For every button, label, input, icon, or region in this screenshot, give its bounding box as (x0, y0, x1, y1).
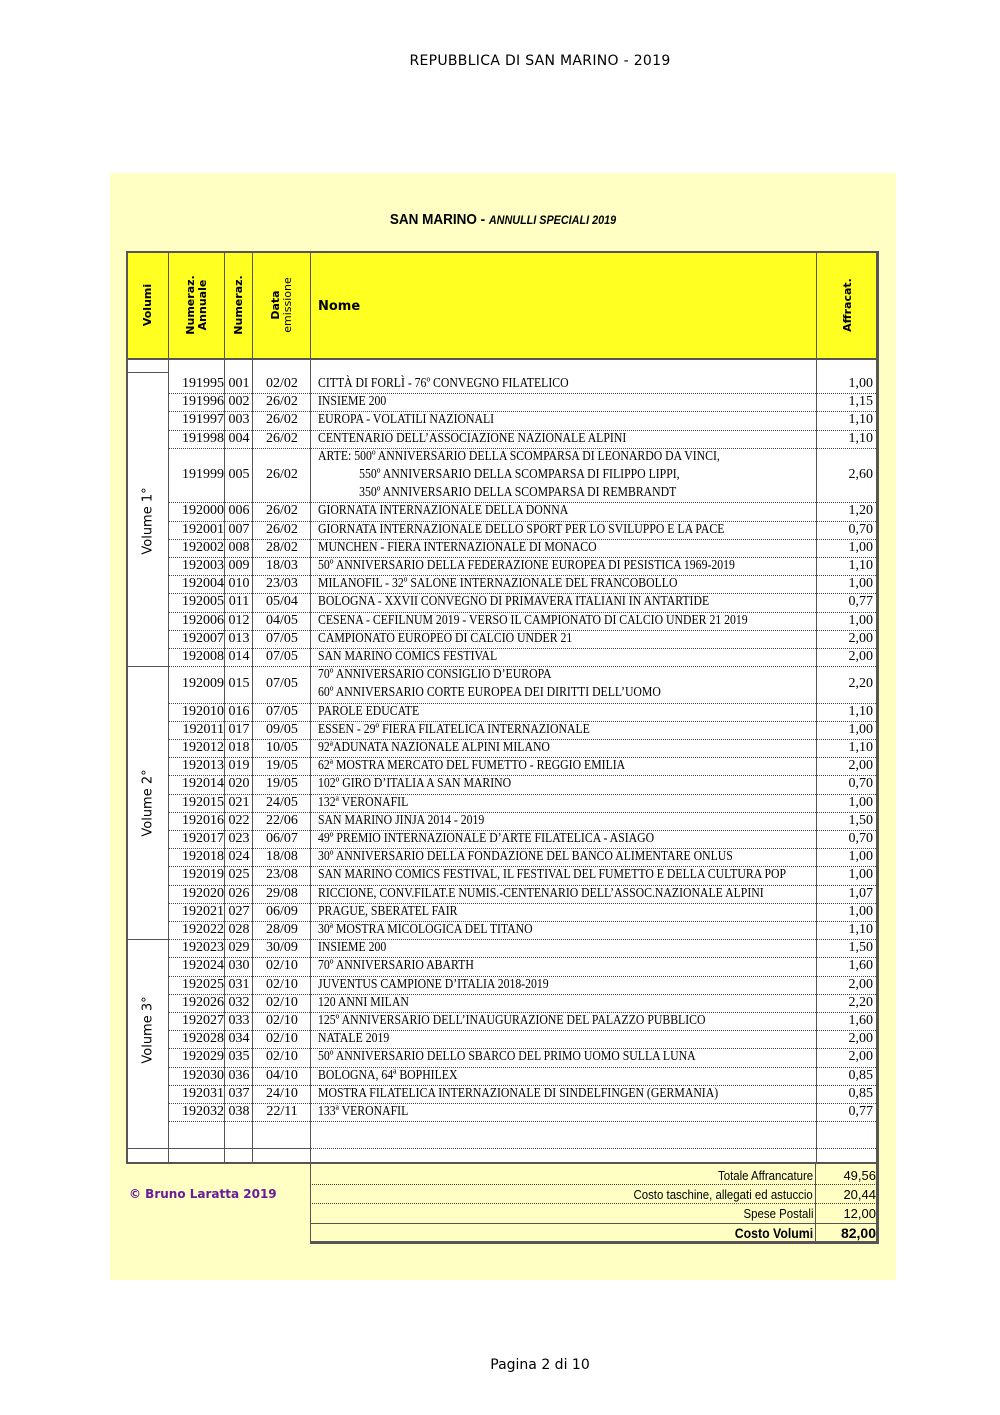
row-date: 07/05 (266, 676, 298, 692)
col-head-numeraz-annuale-l1: Numeraz. (184, 275, 197, 335)
row-nome: EUROPA - VOLATILI NAZIONALI (318, 412, 495, 428)
volume-label: Volume 2° (140, 769, 156, 837)
row-affracat: 1,07 (848, 885, 873, 901)
table-row (168, 866, 876, 885)
row-affracat: 0,77 (848, 1104, 873, 1120)
grand-total-row (310, 1223, 879, 1244)
row-affracat: 2,00 (848, 630, 873, 646)
volume-label: Volume 1° (140, 486, 156, 555)
volume-separator (128, 1148, 311, 1149)
row-date: 04/10 (266, 1067, 298, 1083)
row-nome: SAN MARINO COMICS FESTIVAL, IL FESTIVAL DEL FUMETTO E DELLA CULTURA POP (318, 867, 787, 883)
row-affracat: 1,00 (848, 867, 873, 883)
table-row (168, 976, 876, 995)
table-row (168, 957, 876, 976)
col-head-numeraz-annuale-l2: Annuale (196, 279, 209, 331)
row-nome: 30ª MOSTRA MICOLOGICA DEL TITANO (318, 922, 533, 938)
row-date: 26/02 (266, 394, 298, 410)
row-date: 24/05 (266, 794, 298, 810)
row-numeraz: 016 (228, 703, 250, 719)
row-numeraz: 032 (228, 994, 250, 1010)
row-date: 23/03 (266, 576, 298, 592)
table-row (168, 703, 876, 722)
table-row (168, 921, 876, 940)
row-date: 07/05 (266, 630, 298, 646)
row-date: 19/05 (266, 758, 298, 774)
table-row (168, 1067, 876, 1086)
row-numeraz: 022 (228, 812, 250, 828)
grand-total-label: Costo Volumi (734, 1225, 813, 1241)
row-nome: 92ªADUNATA NAZIONALE ALPINI MILANO (318, 740, 550, 756)
row-numeraz-annuale: 192022 (182, 922, 224, 938)
table-row (168, 757, 876, 776)
row-date: 22/11 (266, 1104, 298, 1120)
row-date: 10/05 (266, 740, 298, 756)
table-row (168, 848, 876, 867)
grand-total (310, 1224, 879, 1242)
row-numeraz: 006 (228, 503, 250, 519)
volume-label: Volume 3° (140, 996, 156, 1064)
row-date: 18/03 (266, 558, 298, 574)
row-numeraz: 030 (228, 958, 250, 974)
col-head-numeraz-annuale (185, 275, 209, 334)
row-nome-line: 350º ANNIVERSARIO DELLA SCOMPARSA DI REMBRANDT (359, 484, 677, 500)
col-head-data (270, 277, 294, 333)
row-numeraz: 005 (228, 467, 250, 483)
row-affracat: 1,10 (848, 740, 873, 756)
row-affracat: 1,60 (848, 958, 873, 974)
row-affracat: 1,00 (848, 721, 873, 737)
row-numeraz: 031 (228, 976, 250, 992)
row-numeraz: 028 (228, 922, 250, 938)
row-date: 24/10 (266, 1085, 298, 1101)
row-numeraz-annuale: 191995 (182, 376, 224, 392)
row-numeraz: 019 (228, 758, 250, 774)
table-row (168, 393, 876, 412)
row-numeraz-annuale: 192031 (182, 1085, 224, 1101)
row-nome: SAN MARINO JINJA 2014 - 2019 (318, 812, 485, 828)
row-nome: 133ª VERONAFIL (318, 1104, 409, 1120)
row-nome: 49º PREMIO INTERNAZIONALE D’ARTE FILATELICA - ASIAGO (318, 831, 655, 847)
row-affracat: 2,60 (848, 467, 873, 483)
row-date: 26/02 (266, 521, 298, 537)
table-header (128, 253, 876, 360)
row-nome: GIORNATA INTERNAZIONALE DELLA DONNA (318, 503, 569, 519)
col-head-data-l2: emissione (281, 277, 294, 333)
table-title (149, 211, 856, 228)
row-affracat: 1,10 (848, 922, 873, 938)
row-numeraz: 014 (228, 649, 250, 665)
row-nome-line: 60º ANNIVERSARIO CORTE EUROPEA DEI DIRITTI DELL’UOMO (318, 685, 661, 701)
table-row (168, 1030, 876, 1049)
grand-total-value: 82,00 (840, 1225, 876, 1241)
row-date: 02/10 (266, 1049, 298, 1065)
row-nome (318, 666, 738, 702)
row-date: 26/02 (266, 467, 298, 483)
row-numeraz-annuale: 192027 (182, 1013, 224, 1029)
row-nome: 132ª VERONAFIL (318, 794, 409, 810)
row-date: 06/07 (266, 831, 298, 847)
table-row (168, 430, 876, 449)
row-date: 05/04 (266, 594, 298, 610)
row-affracat: 0,70 (848, 521, 873, 537)
row-date: 28/09 (266, 922, 298, 938)
row-nome: CITTÀ DI FORLÌ - 76º CONVEGNO FILATELICO (318, 376, 569, 392)
row-date: 26/02 (266, 412, 298, 428)
table-row (168, 375, 876, 394)
row-date: 04/05 (266, 612, 298, 628)
row-numeraz-annuale: 192025 (182, 976, 224, 992)
title-main: SAN MARINO (389, 211, 477, 228)
total-label: Costo taschine, allegati ed astuccio (633, 1186, 813, 1202)
row-numeraz: 017 (228, 721, 250, 737)
row-date: 02/10 (266, 1031, 298, 1047)
row-date: 02/10 (266, 1013, 298, 1029)
row-numeraz-annuale: 192019 (182, 867, 224, 883)
row-affracat: 1,00 (848, 903, 873, 919)
row-affracat: 1,50 (848, 812, 873, 828)
row-nome: BOLOGNA - XXVII CONVEGNO DI PRIMAVERA ITALIANI IN ANTARTIDE (318, 594, 710, 610)
row-numeraz: 034 (228, 1031, 250, 1047)
title-sub: ANNULLI SPECIALI 2019 (488, 213, 617, 227)
row-numeraz: 026 (228, 885, 250, 901)
row-nome: CAMPIONATO EUROPEO DI CALCIO UNDER 21 (318, 630, 573, 646)
row-affracat: 1,15 (848, 394, 873, 410)
row-numeraz: 015 (228, 676, 250, 692)
volume-separator (128, 372, 168, 373)
row-numeraz-annuale: 192026 (182, 994, 224, 1010)
row-date: 28/02 (266, 539, 298, 555)
volume-separator (128, 939, 168, 940)
row-numeraz-annuale: 191998 (182, 430, 224, 446)
row-affracat: 1,10 (848, 703, 873, 719)
table-row (168, 1085, 876, 1104)
table-row (168, 502, 876, 521)
row-numeraz-annuale: 192021 (182, 903, 224, 919)
row-nome-line: 70º ANNIVERSARIO CONSIGLIO D’EUROPA (318, 667, 552, 683)
row-numeraz: 013 (228, 630, 250, 646)
row-numeraz: 012 (228, 612, 250, 628)
row-nome: 120 ANNI MILAN (318, 994, 409, 1010)
row-nome: 125º ANNIVERSARIO DELL’INAUGURAZIONE DEL PALAZZO PUBBLICO (318, 1013, 706, 1029)
table-row (168, 994, 876, 1013)
title-sep: - (476, 211, 489, 228)
total-value: 12,00 (843, 1205, 876, 1221)
row-nome-line: ARTE: 500º ANNIVERSARIO DELLA SCOMPARSA DI LEONARDO DA VINCI, (318, 448, 720, 464)
page-footer: Pagina 2 di 10 (490, 1357, 590, 1373)
row-numeraz: 018 (228, 740, 250, 756)
row-numeraz-annuale: 192012 (182, 740, 224, 756)
row-nome-line: 550º ANNIVERSARIO DELLA SCOMPARSA DI FILIPPO LIPPI, (359, 466, 680, 482)
row-date: 26/02 (266, 430, 298, 446)
total-row (310, 1166, 879, 1185)
row-numeraz: 021 (228, 794, 250, 810)
table-row (168, 630, 876, 649)
table-row (168, 612, 876, 631)
row-numeraz: 035 (228, 1049, 250, 1065)
row-numeraz-annuale: 192006 (182, 612, 224, 628)
row-date: 06/09 (266, 903, 298, 919)
col-head-volumi: Volumi (141, 283, 154, 327)
row-numeraz: 007 (228, 521, 250, 537)
table-row (168, 1103, 876, 1122)
row-numeraz: 037 (228, 1085, 250, 1101)
row-nome: ESSEN - 29º FIERA FILATELICA INTERNAZIONALE (318, 721, 590, 737)
row-affracat: 2,00 (848, 1049, 873, 1065)
row-nome: JUVENTUS CAMPIONE D’ITALIA 2018-2019 (318, 976, 549, 992)
table-row (168, 411, 876, 430)
row-nome: GIORNATA INTERNAZIONALE DELLO SPORT PER LO SVILUPPO E LA PACE (318, 521, 725, 537)
row-affracat: 0,70 (848, 776, 873, 792)
row-date: 02/10 (266, 958, 298, 974)
row-numeraz: 036 (228, 1067, 250, 1083)
row-numeraz-annuale: 192000 (182, 503, 224, 519)
total-value: 20,44 (843, 1186, 876, 1202)
row-affracat: 1,10 (848, 558, 873, 574)
total-row (310, 1204, 879, 1222)
row-date: 02/10 (266, 994, 298, 1010)
row-affracat: 1,00 (848, 539, 873, 555)
row-affracat: 1,60 (848, 1013, 873, 1029)
row-numeraz-annuale: 192018 (182, 849, 224, 865)
row-numeraz-annuale: 192028 (182, 1031, 224, 1047)
row-date: 26/02 (266, 503, 298, 519)
table-row (168, 721, 876, 740)
row-numeraz-annuale: 192029 (182, 1049, 224, 1065)
table-row (168, 812, 876, 831)
row-affracat: 1,00 (848, 612, 873, 628)
row-nome: BOLOGNA, 64ª BOPHILEX (318, 1067, 458, 1083)
row-numeraz-annuale: 192001 (182, 521, 224, 537)
row-numeraz-annuale: 192032 (182, 1104, 224, 1120)
row-date: 30/09 (266, 940, 298, 956)
row-date: 22/06 (266, 812, 298, 828)
row-numeraz: 010 (228, 576, 250, 592)
row-numeraz-annuale: 191999 (182, 467, 224, 483)
row-affracat: 1,00 (848, 376, 873, 392)
row-numeraz: 023 (228, 831, 250, 847)
row-affracat: 2,00 (848, 1031, 873, 1047)
row-numeraz-annuale: 192013 (182, 758, 224, 774)
row-affracat: 1,00 (848, 576, 873, 592)
row-date: 07/05 (266, 703, 298, 719)
row-nome: 102º GIRO D’ITALIA A SAN MARINO (318, 776, 512, 792)
copyright: © Bruno Laratta 2019 (129, 1187, 277, 1201)
table-row (168, 939, 876, 958)
page-header: REPUBBLICA DI SAN MARINO - 2019 (409, 53, 671, 69)
table-row (168, 557, 876, 576)
row-nome: CESENA - CEFILNUM 2019 - VERSO IL CAMPIONATO DI CALCIO UNDER 21 2019 (318, 612, 748, 628)
row-nome: 50º ANNIVERSARIO DELLA FEDERAZIONE EUROPEA DI PESISTICA 1969-2019 (318, 558, 735, 574)
row-numeraz: 024 (228, 849, 250, 865)
row-numeraz-annuale: 192010 (182, 703, 224, 719)
table-row (168, 775, 876, 794)
row-numeraz: 029 (228, 940, 250, 956)
row-numeraz: 008 (228, 539, 250, 555)
row-affracat: 0,85 (848, 1067, 873, 1083)
volume-separator (128, 666, 168, 667)
row-numeraz: 027 (228, 903, 250, 919)
row-nome: 70º ANNIVERSARIO ABARTH (318, 958, 474, 974)
row-date: 07/05 (266, 649, 298, 665)
col-head-data-l1: Data (269, 290, 282, 320)
row-numeraz: 025 (228, 867, 250, 883)
table-row (168, 448, 876, 504)
row-numeraz-annuale: 192005 (182, 594, 224, 610)
row-affracat: 1,20 (848, 503, 873, 519)
stamp-table (126, 251, 879, 1164)
row-numeraz-annuale: 192016 (182, 812, 224, 828)
table-row (168, 1048, 876, 1067)
table-row (168, 648, 876, 667)
row-affracat: 2,00 (848, 976, 873, 992)
row-numeraz: 004 (228, 430, 250, 446)
row-numeraz: 002 (228, 394, 250, 410)
table-row (168, 521, 876, 540)
row-numeraz-annuale: 192011 (182, 721, 224, 737)
row-nome: 62ª MOSTRA MERCATO DEL FUMETTO - REGGIO EMILIA (318, 758, 626, 774)
row-numeraz-annuale: 192007 (182, 630, 224, 646)
row-nome: NATALE 2019 (318, 1031, 390, 1047)
row-nome: 30º ANNIVERSARIO DELLA FONDAZIONE DEL BANCO ALIMENTARE ONLUS (318, 849, 733, 865)
blank-row (168, 1121, 876, 1149)
table-row (168, 593, 876, 612)
table-row (168, 903, 876, 922)
row-numeraz: 011 (228, 594, 250, 610)
row-affracat: 0,77 (848, 594, 873, 610)
row-numeraz-annuale: 192023 (182, 940, 224, 956)
row-affracat: 2,00 (848, 649, 873, 665)
row-numeraz: 033 (228, 1013, 250, 1029)
total-value: 49,56 (843, 1167, 876, 1183)
col-head-affracat: Affracat. (841, 278, 854, 332)
row-affracat: 2,20 (848, 676, 873, 692)
row-nome: 50º ANNIVERSARIO DELLO SBARCO DEL PRIMO UOMO SULLA LUNA (318, 1049, 696, 1065)
row-nome: MOSTRA FILATELICA INTERNAZIONALE DI SINDELFINGEN (GERMANIA) (318, 1085, 719, 1101)
row-numeraz-annuale: 192015 (182, 794, 224, 810)
table-row (168, 885, 876, 904)
row-affracat: 2,00 (848, 758, 873, 774)
row-numeraz-annuale: 192024 (182, 958, 224, 974)
row-numeraz: 003 (228, 412, 250, 428)
row-numeraz-annuale: 191996 (182, 394, 224, 410)
row-nome: SAN MARINO COMICS FESTIVAL (318, 649, 498, 665)
row-nome: RICCIONE, CONV.FILAT.E NUMIS.-CENTENARIO DELL’ASSOC.NAZIONALE ALPINI (318, 885, 764, 901)
row-affracat: 0,85 (848, 1085, 873, 1101)
row-nome: PRAGUE, SBERATEL FAIR (318, 903, 458, 919)
row-numeraz-annuale: 192014 (182, 776, 224, 792)
row-nome: CENTENARIO DELL’ASSOCIAZIONE NAZIONALE ALPINI (318, 430, 627, 446)
row-numeraz-annuale: 192030 (182, 1067, 224, 1083)
row-numeraz-annuale: 192020 (182, 885, 224, 901)
table-row (168, 1012, 876, 1031)
row-nome: INSIEME 200 (318, 394, 387, 410)
row-date: 23/08 (266, 867, 298, 883)
row-affracat: 1,10 (848, 430, 873, 446)
row-numeraz-annuale: 192002 (182, 539, 224, 555)
table-row (168, 666, 876, 703)
row-date: 02/02 (266, 376, 298, 392)
table-row (168, 794, 876, 813)
row-date: 19/05 (266, 776, 298, 792)
row-nome: MILANOFIL - 32º SALONE INTERNAZIONALE DEL FRANCOBOLLO (318, 576, 678, 592)
row-numeraz-annuale: 191997 (182, 412, 224, 428)
row-numeraz-annuale: 192004 (182, 576, 224, 592)
col-head-nome: Nome (318, 299, 361, 314)
row-numeraz-annuale: 192009 (182, 676, 224, 692)
row-affracat: 1,00 (848, 849, 873, 865)
row-numeraz: 020 (228, 776, 250, 792)
row-date: 18/08 (266, 849, 298, 865)
row-numeraz: 009 (228, 558, 250, 574)
row-nome: INSIEME 200 (318, 940, 387, 956)
table-row (168, 539, 876, 558)
total-row (310, 1185, 879, 1204)
row-affracat: 1,10 (848, 412, 873, 428)
row-numeraz-annuale: 192008 (182, 649, 224, 665)
total-label: Totale Affrancature (717, 1167, 813, 1183)
row-date: 09/05 (266, 721, 298, 737)
row-affracat: 0,70 (848, 831, 873, 847)
total-label: Spese Postali (743, 1205, 813, 1221)
table-row (168, 739, 876, 758)
row-affracat: 1,50 (848, 940, 873, 956)
row-numeraz-annuale: 192017 (182, 831, 224, 847)
row-date: 29/08 (266, 885, 298, 901)
row-numeraz: 038 (228, 1104, 250, 1120)
row-nome (318, 448, 738, 503)
table-row (168, 575, 876, 594)
table-row (168, 830, 876, 849)
row-numeraz: 001 (228, 376, 250, 392)
row-affracat: 1,00 (848, 794, 873, 810)
row-numeraz-annuale: 192003 (182, 558, 224, 574)
row-date: 02/10 (266, 976, 298, 992)
row-nome: MUNCHEN - FIERA INTERNAZIONALE DI MONACO (318, 539, 597, 555)
row-nome: PAROLE EDUCATE (318, 703, 420, 719)
col-head-numeraz: Numeraz. (232, 275, 245, 335)
row-affracat: 2,20 (848, 994, 873, 1010)
